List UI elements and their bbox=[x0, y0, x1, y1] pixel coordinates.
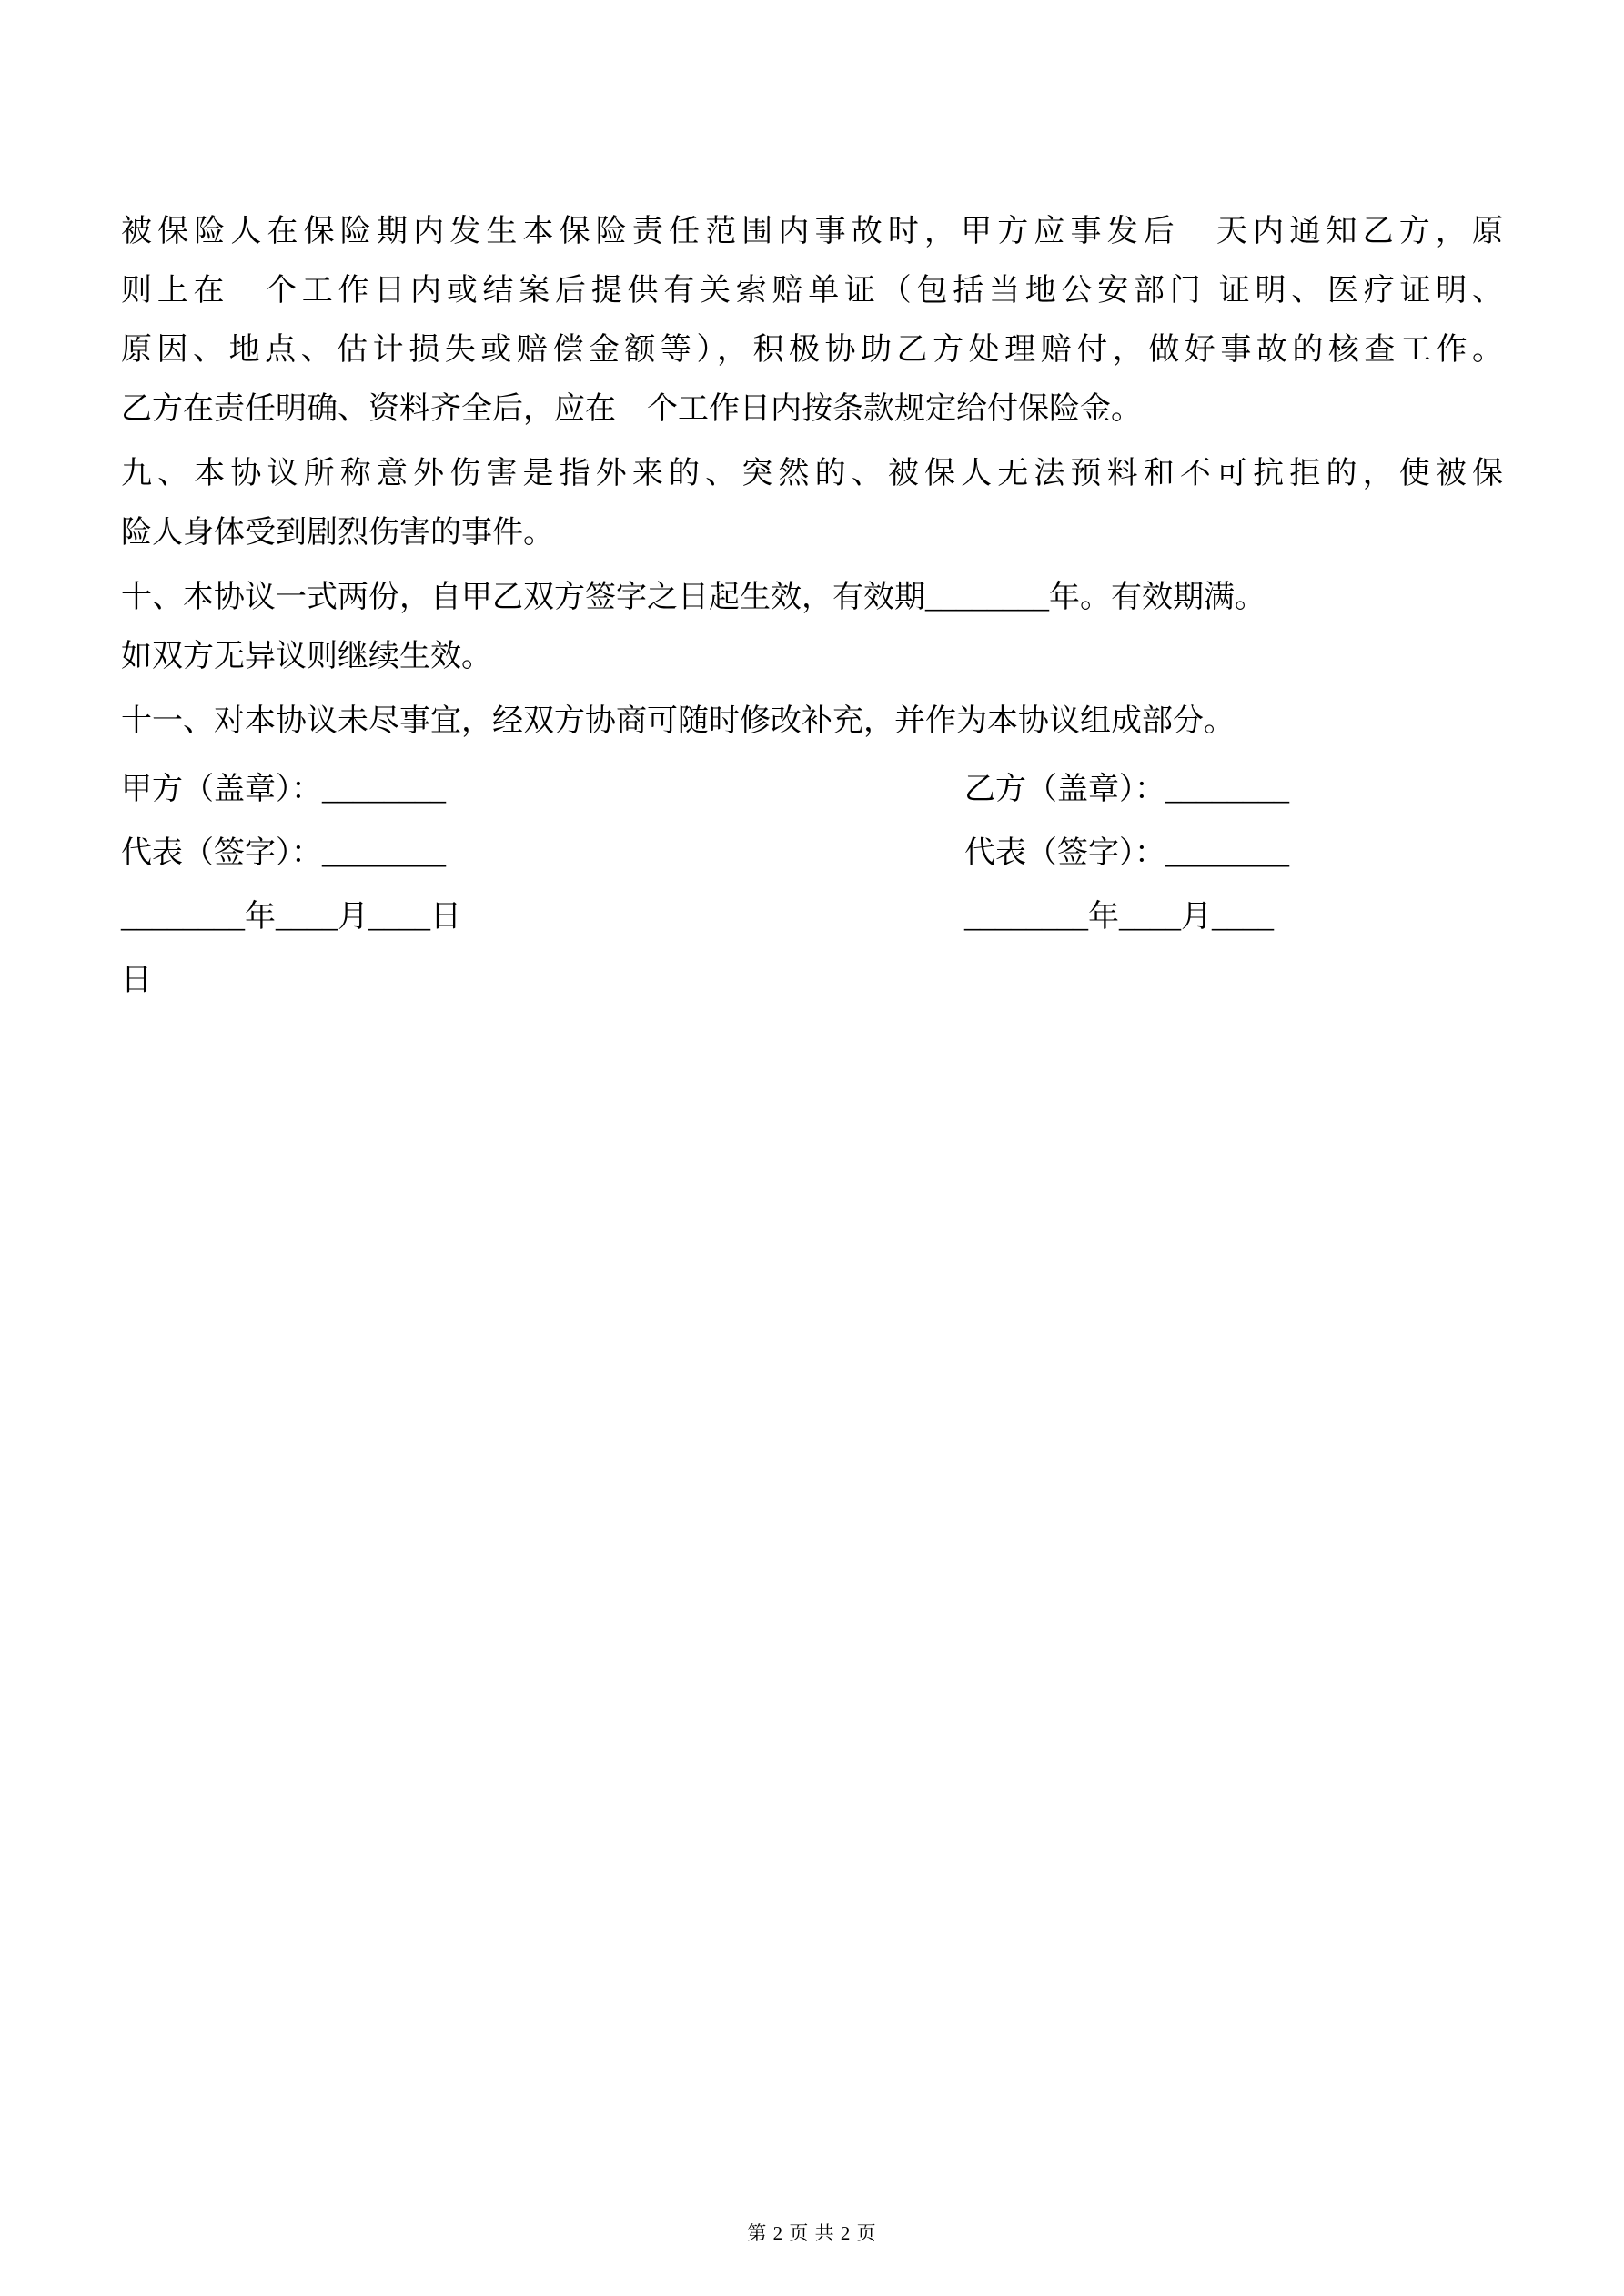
party-a-date-line: ________年____月____日 bbox=[121, 900, 461, 934]
signature-row-seal bbox=[121, 758, 1503, 822]
party-a-representative-line: 代表（签字）：________ bbox=[121, 836, 446, 870]
text-line: 被保险人在保险期内发生本保险责任范围内事故时，甲方应事发后 天内通知乙方，原 bbox=[121, 215, 1503, 248]
text-line: 十、本协议一式两份，自甲乙双方签字之日起生效，有效期________年。有效期满。 bbox=[121, 581, 1266, 614]
party-b-seal-line: 乙方（盖章）：________ bbox=[964, 773, 1289, 806]
text-line: 乙方在责任明确、资料齐全后，应在 个工作日内按条款规定给付保险金。 bbox=[121, 392, 1142, 426]
party-b-date-line: ________年____月____ bbox=[964, 900, 1274, 934]
signature-row-representative bbox=[121, 822, 1503, 885]
paragraph-clause-10 bbox=[121, 568, 1503, 686]
text-line: 十一、对本协议未尽事宜，经双方协商可随时修改补充，并作为本协议组成部分。 bbox=[121, 704, 1235, 738]
signature-block bbox=[121, 758, 1503, 1013]
text-line: 险人身体受到剧烈伤害的事件。 bbox=[121, 516, 554, 550]
paragraph-claims-procedure bbox=[121, 202, 1503, 439]
text-line: 如双方无异议则继续生效。 bbox=[121, 640, 492, 673]
signature-row-date bbox=[121, 885, 1503, 949]
party-b-date-day-overflow: 日 bbox=[121, 964, 152, 997]
paragraph-clause-9 bbox=[121, 444, 1503, 562]
page-number: 第 2 页 共 2 页 bbox=[747, 2222, 877, 2244]
document-body bbox=[121, 202, 1503, 1013]
text-line: 原因、地点、估计损失或赔偿金额等），积极协助乙方处理赔付，做好事故的核查工作。 bbox=[121, 333, 1503, 367]
signature-row-date-overflow bbox=[121, 949, 1503, 1013]
text-line: 九、本协议所称意外伤害是指外来的、突然的、被保人无法预料和不可抗拒的，使被保 bbox=[121, 457, 1503, 491]
text-line: 则上在 个工作日内或结案后提供有关索赔单证（包括当地公安部门 证明、医疗证明、 bbox=[121, 274, 1503, 308]
party-b-representative-line: 代表（签字）：________ bbox=[964, 836, 1289, 870]
empty-cell bbox=[964, 949, 1503, 1013]
party-a-seal-line: 甲方（盖章）：________ bbox=[121, 773, 446, 806]
paragraph-clause-11 bbox=[121, 692, 1503, 751]
